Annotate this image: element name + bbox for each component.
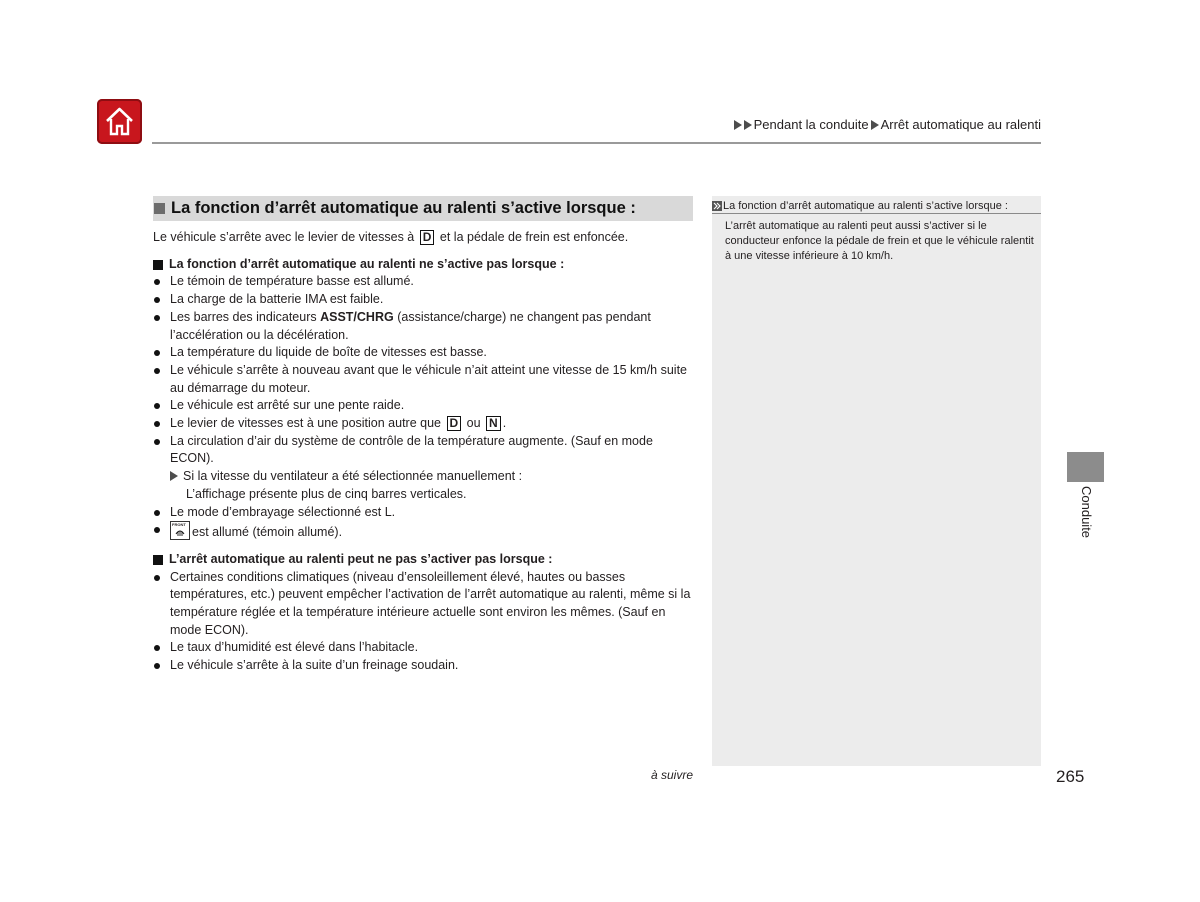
bullet-icon (154, 510, 160, 516)
indicator-name: ASST/CHRG (320, 309, 394, 324)
side-note-text: L’arrêt automatique au ralenti peut aussi s’activer si le conducteur enfonce la pédale de frein et que le véhicule ralentit à une vitesse inférieure à 10 km/h. (725, 220, 1034, 262)
bullet-icon (154, 575, 160, 581)
header-divider (152, 142, 1041, 144)
chapter-tab[interactable] (1067, 452, 1104, 482)
side-note-title: La fonction d’arrêt automatique au ralenti s’active lorsque : (723, 199, 1008, 212)
subsection-title: La fonction d’arrêt automatique au ralenti ne s’active pas lorsque : (169, 256, 565, 271)
home-icon (104, 106, 135, 137)
square-icon (154, 203, 165, 214)
reference-icon (712, 201, 722, 211)
side-note-header (712, 196, 1041, 214)
intro-text: et la pédale de frein est enfoncée. (439, 230, 629, 244)
page-number: 265 (1056, 767, 1085, 786)
list-item: Le levier de vitesses est à une position autre que D ou N . (153, 415, 693, 433)
continued-note: à suivre (651, 768, 694, 782)
list-item: Le taux d’humidité est élevé dans l’habitacle. (153, 639, 693, 657)
main-column (153, 196, 693, 675)
bullet-icon (154, 403, 160, 409)
gear-n-key: N (486, 416, 501, 431)
front-defroster-icon: FRONT (170, 521, 190, 540)
bullet-icon (154, 421, 160, 427)
bullet-icon (154, 279, 160, 285)
subsection-title: L’arrêt automatique au ralenti peut ne pas s’activer pas lorsque : (169, 551, 553, 566)
square-icon (153, 555, 163, 565)
list-item: Le véhicule est arrêté sur une pente raide. (153, 397, 693, 415)
square-icon (153, 260, 163, 270)
list-item: La circulation d’air du système de contrôle de la température augmente. (Sauf en mode ECON). Si la vitesse du ventilateur a été sélectionnée manuellement : L’affichage présente plus de cinq barres verticales. (153, 433, 693, 504)
breadcrumb (734, 117, 1041, 132)
intro-paragraph (153, 229, 693, 247)
list-item: La charge de la batterie IMA est faible. (153, 291, 693, 309)
condition-list (153, 569, 693, 675)
section-heading (153, 196, 693, 221)
bullet-icon (154, 350, 160, 356)
breadcrumb-item[interactable]: Pendant la conduite (753, 117, 869, 132)
triangle-icon (744, 120, 752, 130)
bullet-icon (154, 315, 160, 321)
list-item: Certaines conditions climatiques (niveau d’ensoleillement élevé, hautes ou basses températures, etc.) peuvent empêcher l’activation de l’arrêt automatique au ralenti, même si la température réglée et la température intérieure actuelle sont environ les mêmes. (Sauf en mode ECON). (153, 569, 693, 640)
bullet-icon (154, 439, 160, 445)
gear-d-key: D (447, 416, 462, 431)
list-item: La température du liquide de boîte de vitesses est basse. (153, 344, 693, 362)
intro-text: Le véhicule s’arrête avec le levier de vitesses à (153, 230, 415, 244)
condition-list (153, 273, 693, 542)
gear-d-key: D (420, 230, 435, 245)
sub-note: Si la vitesse du ventilateur a été sélectionnée manuellement : L’affichage présente plus de cinq barres verticales. (170, 468, 693, 503)
triangle-icon (871, 120, 879, 130)
list-item: Le véhicule s’arrête à nouveau avant que le véhicule n’ait atteint une vitesse de 15 km/h suite au démarrage du moteur. (153, 362, 693, 397)
bullet-icon (154, 527, 160, 533)
bullet-icon (154, 663, 160, 669)
bullet-icon (154, 368, 160, 374)
subsection-heading (153, 551, 693, 569)
home-button[interactable] (97, 99, 142, 144)
arrow-icon (170, 471, 178, 481)
list-item: Le véhicule s’arrête à la suite d’un freinage soudain. (153, 657, 693, 675)
triangle-icon (734, 120, 742, 130)
list-item: FRONT est allumé (témoin allumé). (153, 521, 693, 542)
bullet-icon (154, 645, 160, 651)
breadcrumb-item[interactable]: Arrêt automatique au ralenti (880, 117, 1041, 132)
section-title: La fonction d’arrêt automatique au ralenti s’active lorsque : (171, 199, 636, 217)
side-note-panel (712, 196, 1041, 766)
subsection-heading (153, 256, 693, 274)
bullet-icon (154, 297, 160, 303)
list-item: Les barres des indicateurs ASST/CHRG (assistance/charge) ne changent pas pendant l’accélération ou la décélération. (153, 309, 693, 344)
list-item: Le témoin de température basse est allumé. (153, 273, 693, 291)
list-item: Le mode d’embrayage sélectionné est L. (153, 504, 693, 522)
chapter-tab-label[interactable]: Conduite (1079, 486, 1094, 539)
